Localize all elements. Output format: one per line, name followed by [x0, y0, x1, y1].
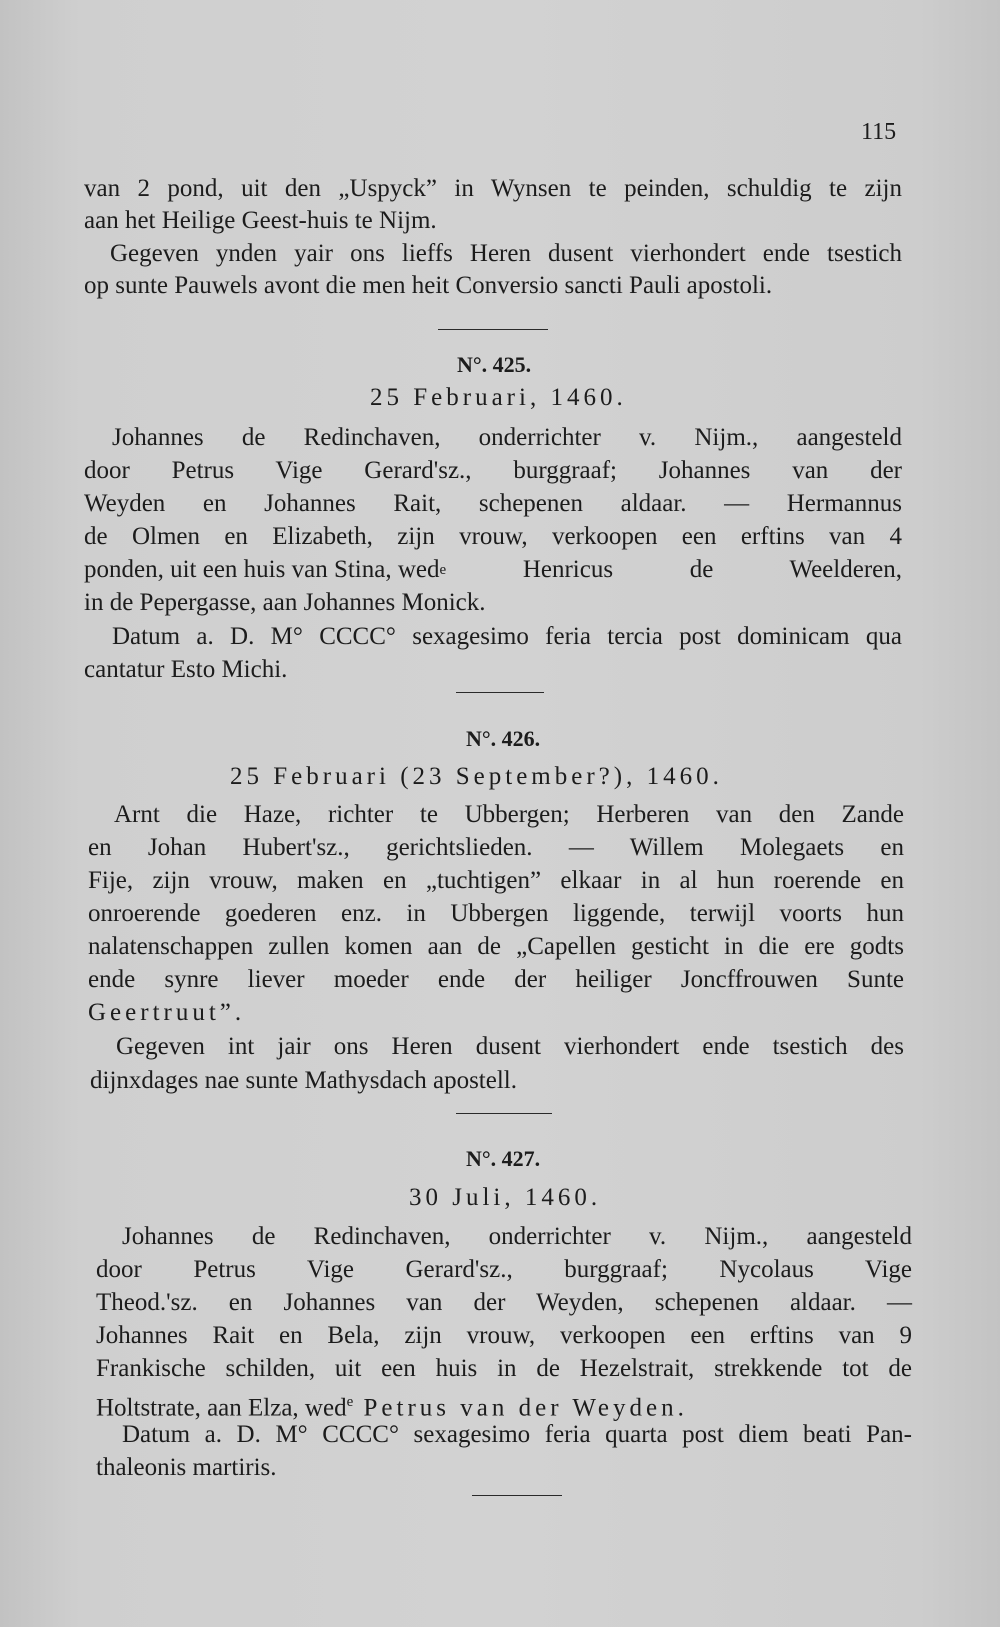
text-line: Weyden en Johannes Rait, schepenen aldaar. — Hermannus [84, 490, 902, 517]
entry-date: 25 Februari (23 September?), 1460. [230, 763, 723, 790]
entry-number: N°. 426. [466, 726, 541, 751]
text-line: Gegeven int jair ons Heren dusent vierhondert ende tsestich des [116, 1033, 904, 1060]
entry-number: N°. 427. [466, 1146, 541, 1171]
text-line: de Olmen en Elizabeth, zijn vrouw, verkoopen een erftins van 4 [84, 523, 902, 550]
entry-number: N°. 425. [457, 352, 532, 377]
text-segment: ponden, uit een huis van Stina, wed [84, 556, 440, 583]
text-line: op sunte Pauwels avont die men heit Conversio sancti Pauli apostoli. [84, 272, 773, 299]
entry-date: 25 Februari, 1460. [370, 384, 627, 411]
text-line: Arnt die Haze, richter te Ubbergen; Herberen van den Zande [114, 801, 904, 828]
text-line: cantatur Esto Michi. [84, 656, 288, 683]
text-line: Johannes de Redinchaven, onderrichter v. Nijm., aangesteld [112, 424, 902, 451]
text-line: van 2 pond, uit den „Uspyck” in Wynsen te peinden, schuldig te zijn [84, 175, 902, 202]
text-line: Geertruut”. [88, 999, 246, 1026]
text-line: onroerende goederen enz. in Ubbergen liggende, terwijl voorts hun [88, 900, 904, 927]
text-line: in de Pepergasse, aan Johannes Monick. [84, 589, 486, 616]
text-line: Fije, zijn vrouw, maken en „tuchtigen” elkaar in al hun roerende en [88, 867, 904, 894]
text-line [96, 1387, 688, 1423]
text-segment: Petrus van der Weyden. [353, 1394, 688, 1422]
superscript: e [346, 1394, 354, 1410]
page-number: 115 [861, 119, 897, 145]
entry-date: 30 Juli, 1460. [409, 1184, 602, 1211]
section-divider [472, 1495, 562, 1496]
section-divider [456, 692, 544, 693]
text-line: Johannes de Redinchaven, onderrichter v. Nijm., aangesteld [122, 1223, 912, 1250]
section-divider [456, 1113, 552, 1114]
text-line: Theod.'sz. en Johannes van der Weyden, schepenen aldaar. — [96, 1289, 912, 1316]
text-line: dijnxdages nae sunte Mathysdach apostell. [90, 1067, 517, 1094]
text-line: door Petrus Vige Gerard'sz., burggraaf; Nycolaus Vige [96, 1256, 912, 1283]
text-segment: Holtstrate, aan Elza, wed [96, 1394, 347, 1422]
text-line: Frankische schilden, uit een huis in de Hezelstrait, strekkende tot de [96, 1355, 912, 1382]
text-line: door Petrus Vige Gerard'sz., burggraaf; Johannes van der [84, 457, 902, 484]
section-divider [438, 329, 548, 330]
text-line: Gegeven ynden yair ons lieffs Heren dusent vierhondert ende tsestich [110, 240, 902, 267]
text-line: Datum a. D. M° CCCC° sexagesimo feria quarta post diem beati Pan- [122, 1421, 912, 1448]
text-line: Johannes Rait en Bela, zijn vrouw, verkoopen een erftins van 9 [96, 1322, 912, 1349]
text-line: thaleonis martiris. [96, 1454, 277, 1481]
text-line: nalatenschappen zullen komen aan de „Capellen gesticht in die ere godts [88, 933, 904, 960]
text-line: aan het Heilige Geest-huis te Nijm. [84, 207, 437, 234]
superscript: e [439, 562, 447, 578]
text-line: ende synre liever moeder ende der heiliger Joncffrouwen Sunte [88, 966, 904, 993]
text-segment: Henricus de Weelderen, [446, 556, 902, 583]
text-line: en Johan Hubert'sz., gerichtslieden. — Willem Molegaets en [88, 834, 904, 861]
text-line: Datum a. D. M° CCCC° sexagesimo feria tercia post dominicam qua [112, 623, 902, 650]
text-line [84, 555, 902, 585]
